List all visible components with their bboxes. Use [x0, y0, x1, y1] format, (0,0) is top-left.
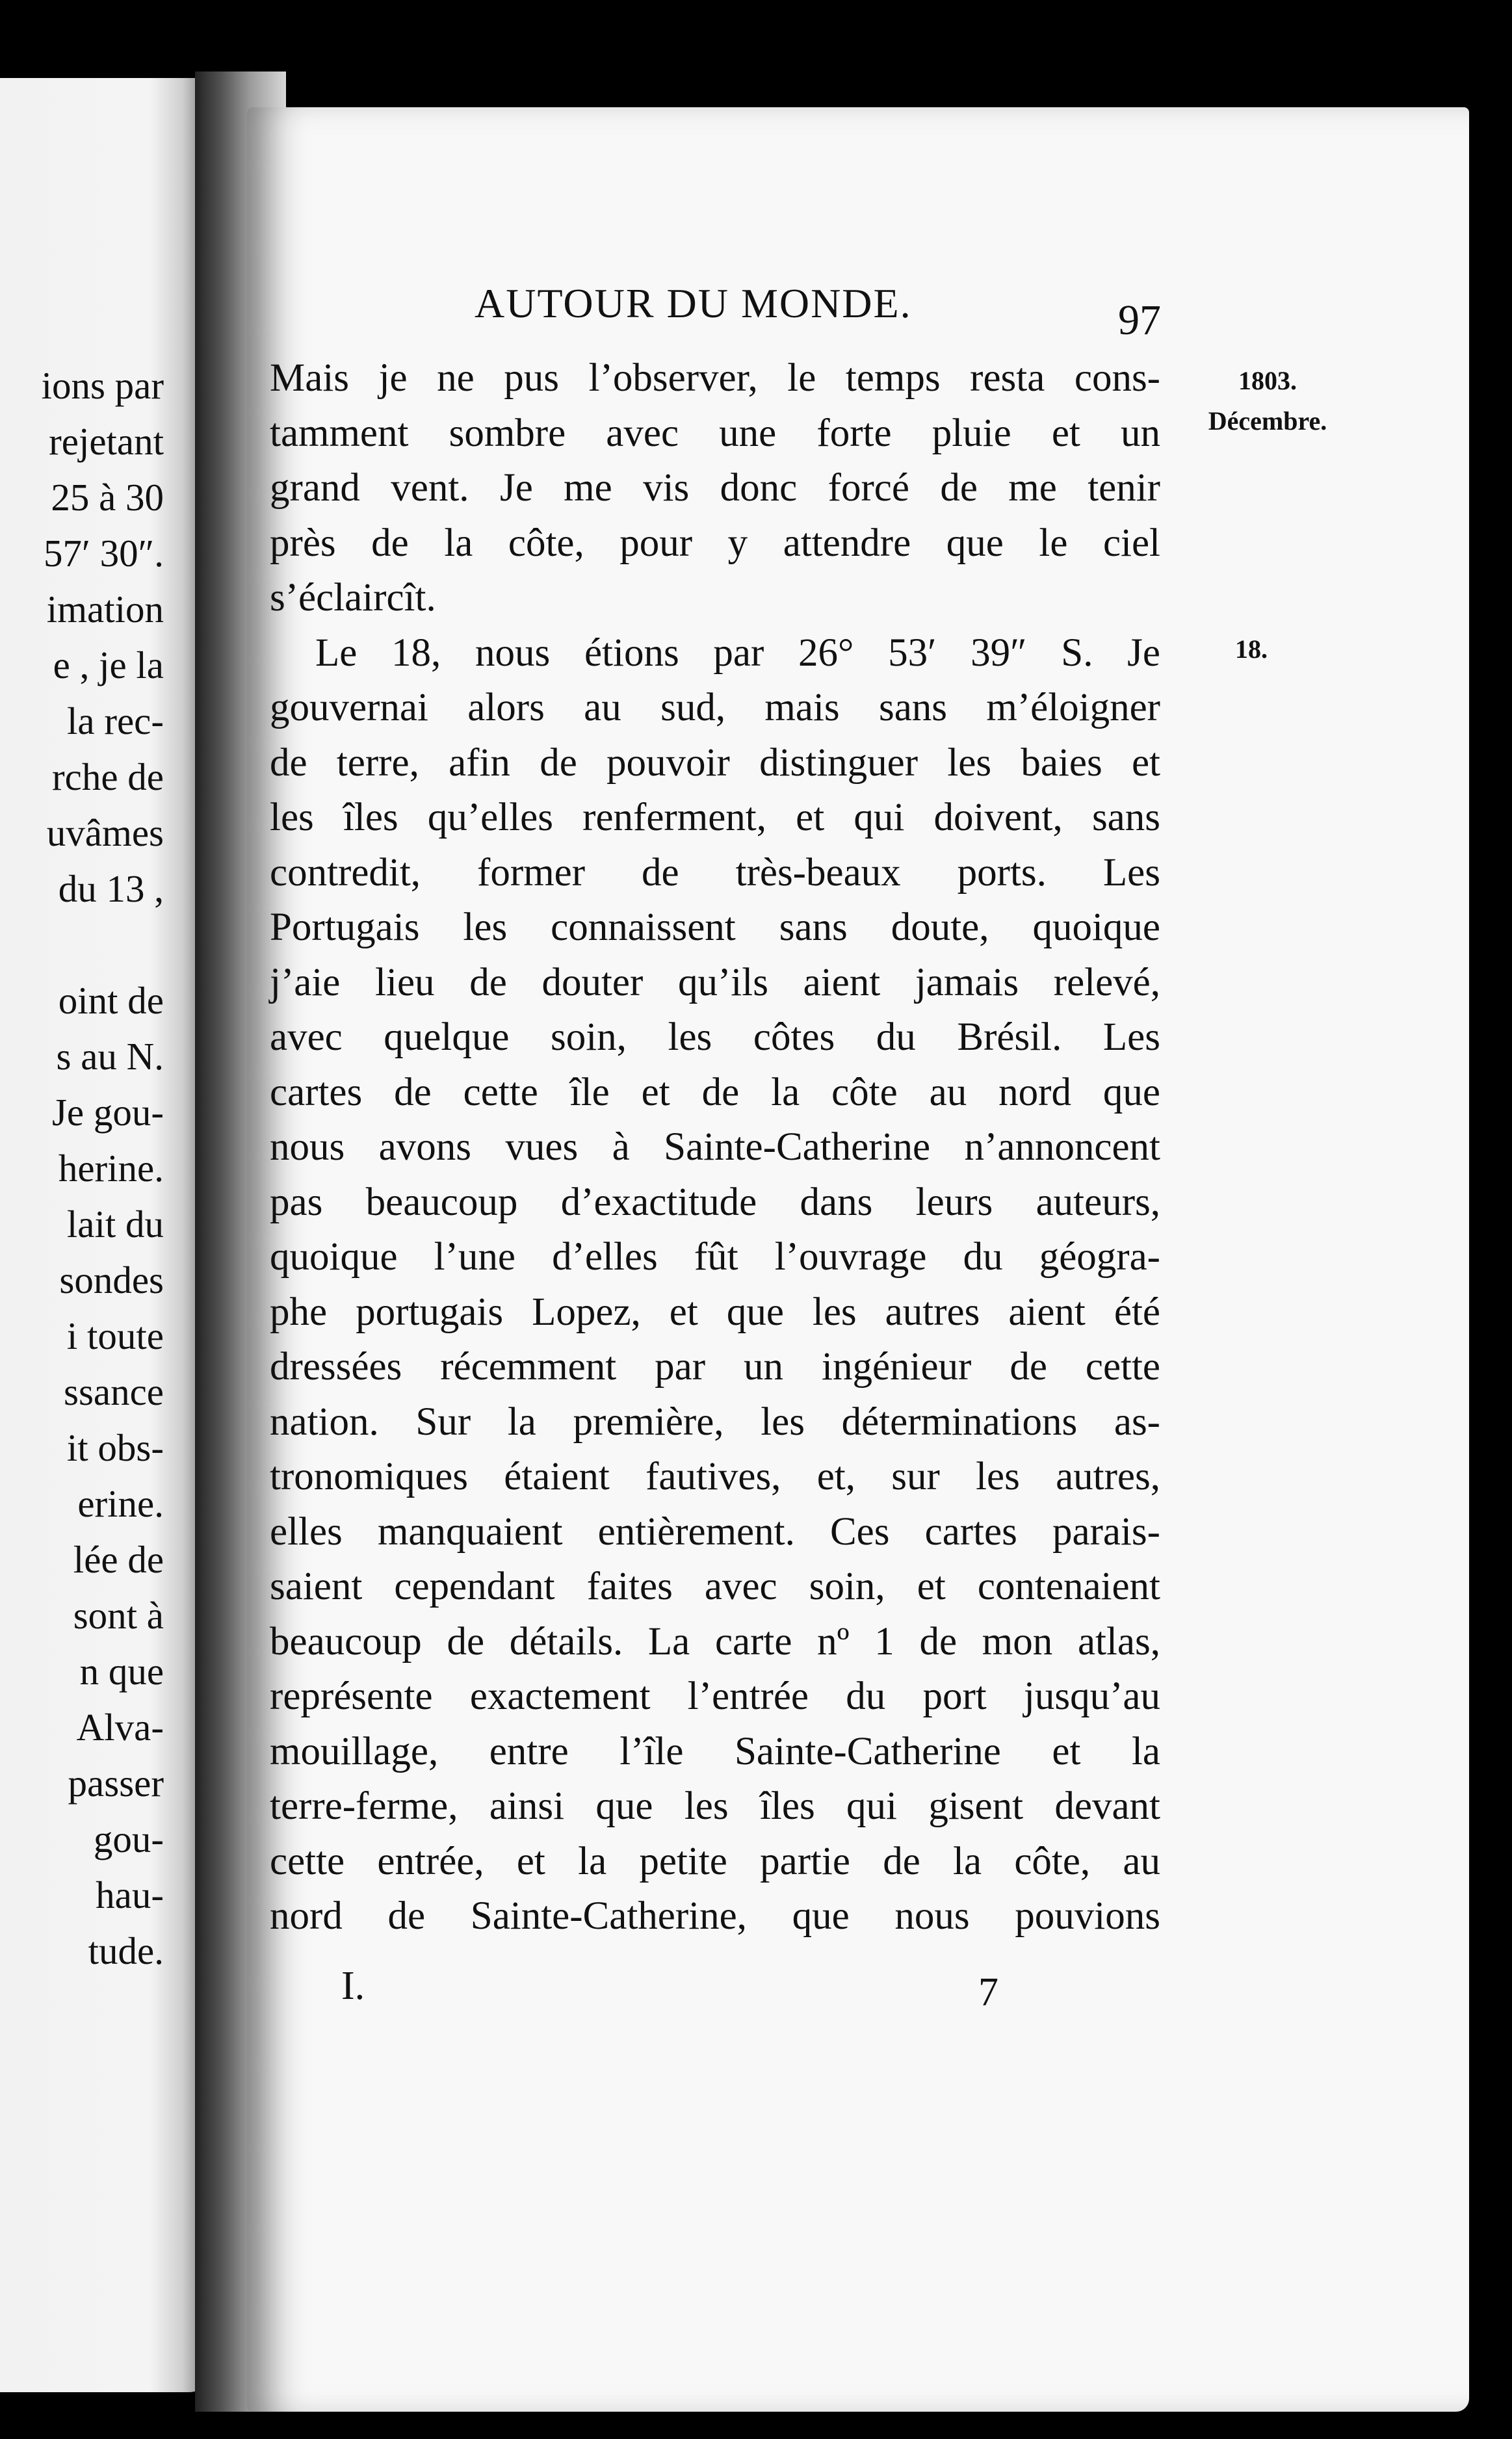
text-line: nous avons vues à Sainte-Catherine n’annoncent [270, 1125, 1160, 1169]
text-line: Mais je ne pus l’observer, le temps resta cons- [270, 356, 1160, 400]
text-line: j’aie lieu de douter qu’ils aient jamais relevé, [270, 960, 1160, 1004]
text-line: nord de Sainte-Catherine, que nous pouvions [270, 1894, 1160, 1938]
text-line: tronomiques étaient fautives, et, sur les autres, [270, 1455, 1160, 1498]
text-line: elles manquaient entièrement. Ces cartes parais- [270, 1509, 1160, 1554]
text-line: phe portugais Lopez, et que les autres aient été [270, 1290, 1160, 1334]
left-page-line: hau- [96, 1873, 164, 1916]
left-page-line: ssance [64, 1370, 164, 1413]
left-page-line: herine. [58, 1147, 164, 1190]
text-line: contredit, former de très-beaux ports. Les [270, 850, 1160, 894]
left-page-line: it obs- [66, 1426, 164, 1469]
left-page-line: i toute [66, 1314, 164, 1357]
text-line: tamment sombre avec une forte pluie et un [270, 411, 1160, 455]
left-page-line: lait du [66, 1203, 164, 1246]
left-page-line: rche de [52, 755, 164, 798]
left-page-line: tude. [88, 1929, 164, 1972]
text-line: pas beaucoup d’exactitude dans leurs auteurs, [270, 1180, 1160, 1224]
margin-note-year: 1803. [1238, 366, 1297, 395]
left-page-line: imation [46, 588, 164, 631]
text-line: avec quelque soin, les côtes du Brésil. Les [270, 1015, 1160, 1059]
text-line: Portugais les connaissent sans doute, quoique [270, 906, 1160, 949]
page-number: 97 [1118, 296, 1161, 344]
text-line: cette entrée, et la petite partie de la côte, au [270, 1839, 1160, 1883]
left-page-line: sondes [59, 1259, 164, 1301]
margin-note-day: 18. [1235, 634, 1268, 664]
running-head: AUTOUR DU MONDE. [475, 280, 912, 326]
text-line: de terre, afin de pouvoir distinguer les baies et [270, 740, 1160, 785]
text-line: s’éclaircît. [270, 576, 436, 620]
left-page-line: uvâmes [46, 811, 164, 854]
left-page-line: lée de [73, 1538, 164, 1581]
left-page-line: s au N. [56, 1035, 164, 1078]
left-page-line: 57′ 30″. [44, 532, 164, 575]
left-page-line: 25 à 30 [51, 476, 164, 519]
text-line: saient cependant faites avec soin, et contenaient [270, 1565, 1160, 1608]
text-line: mouillage, entre l’île Sainte-Catherine et la [270, 1729, 1160, 1773]
left-page-line: rejetant [49, 420, 164, 463]
left-page-line: Alva- [76, 1706, 164, 1749]
text-line: cartes de cette île et de la côte au nord que [270, 1070, 1160, 1114]
text-line: beaucoup de détails. La carte nº 1 de mon atlas, [270, 1619, 1160, 1663]
text-line: près de la côte, pour y attendre que le ciel [270, 521, 1160, 565]
body-text [270, 351, 1160, 1944]
text-line: grand vent. Je me vis donc forcé de me tenir [270, 466, 1160, 510]
signature-number: 7 [978, 1970, 998, 2015]
text-line: représente exactement l’entrée du port jusqu’au [270, 1675, 1160, 1718]
text-line: terre-ferme, ainsi que les îles qui gisent devant [270, 1784, 1160, 1828]
left-page-line: sont à [73, 1594, 164, 1637]
signature-mark: I. [341, 1964, 365, 2008]
text-line: quoique l’une d’elles fût l’ouvrage du géogra- [270, 1235, 1160, 1279]
left-page-line: du 13 , [58, 867, 164, 910]
left-page-line: ions par [41, 364, 164, 407]
left-page-line: gou- [93, 1818, 164, 1860]
left-page-line: la rec- [67, 699, 164, 742]
left-page-line: erine. [77, 1482, 164, 1525]
left-page-line: e , je la [53, 644, 164, 686]
left-facing-page [0, 78, 215, 2392]
text-line: gouvernai alors au sud, mais sans m’éloigner [270, 686, 1160, 729]
left-page-line: n que [79, 1650, 164, 1693]
left-page-text [42, 358, 164, 1979]
margin-note-date [1190, 361, 1346, 441]
left-page-line: Je gou- [51, 1091, 164, 1134]
left-page-line: passer [68, 1762, 164, 1805]
text-line: dressées récemment par un ingénieur de cette [270, 1345, 1160, 1389]
text-line: nation. Sur la première, les déterminations as- [270, 1400, 1160, 1444]
margin-note-month: Décembre. [1208, 406, 1327, 436]
text-line: les îles qu’elles renferment, et qui doivent, sans [270, 796, 1160, 839]
text-line: Le 18, nous étions par 26° 53′ 39″ S. Je [315, 631, 1160, 675]
left-page-line: oint de [58, 979, 164, 1022]
